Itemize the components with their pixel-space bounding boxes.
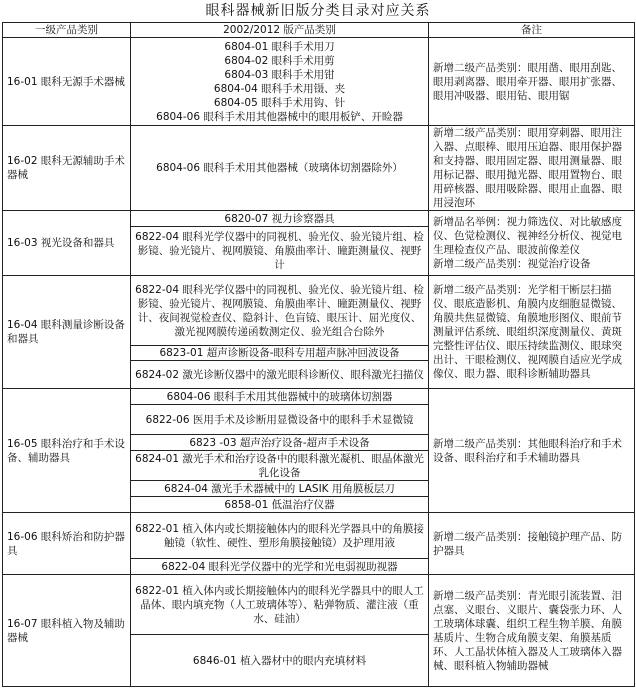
note-part: 新增品名举例：视力筛选仪、对比敏感度仪、色觉检测仪、视神经分析仪、视觉电生理检查仪产品、眼波前像差仪 [433, 216, 622, 256]
old-category-cell: 6804-06 眼科手术用其他器械（玻璃体切割器除外） [131, 126, 429, 211]
old-category-cell: 6824-02 激光诊断仪器中的激光眼科诊断仪、眼科激光扫描仪 [131, 361, 429, 389]
category-cell: 16-04 眼科测量诊断设备和器具 [3, 276, 131, 389]
note-cell: 新增二级产品类别：光学相干断层扫描仪、眼底造影机、角膜内皮细胞显微镜、角膜共焦显微镜、角膜地形图仪、眼前节测量评估系统、眼组织深度测量仪、黄斑完整性评估仪、眼压持续监测仪、眼球突出计、干眼检测仪、视网膜自适应光学成像仪、眼力器、眼科诊断辅助器具 [429, 276, 635, 389]
old-item: 6804-05 眼科手术用钩、针 [213, 96, 346, 109]
mapping-table [2, 22, 635, 687]
old-category-cell: 6846-01 植入器材中的眼内充填材料 [131, 635, 429, 687]
table-row [3, 211, 635, 227]
old-item: 6804-01 眼科手术用刀 [224, 40, 335, 53]
header-category: 一级产品类别 [3, 23, 131, 38]
note-cell: 新增二级产品类别：眼用凿、眼用刮匙、眼用剥离器、眼用牵开器、眼用扩张器、眼用冲吸器、眼用钻、眼用锯 [429, 38, 635, 126]
category-cell: 16-02 眼科无源辅助手术器械 [3, 126, 131, 211]
table-row [3, 38, 635, 126]
note-part: 新增二级产品类别：视觉治疗设备 [433, 258, 591, 270]
table-row [3, 575, 635, 635]
old-category-cell: 6822-04 眼科光学仪器中的同视机、验光仪、验光镜片组、检影镜、验光镜片、视网膜镜、角膜曲率计、瞳距测量仪、视野计 [131, 227, 429, 276]
old-category-cell: 6823-01 超声诊断设备-眼科专用超声脉冲回波设备 [131, 346, 429, 361]
old-category-cell: 6858-01 低温治疗仪器 [131, 497, 429, 513]
category-cell: 16-07 眼科植入物及辅助器械 [3, 575, 131, 687]
old-item: 6804-04 眼科手术用镊、夹 [213, 82, 346, 95]
old-category-cell [131, 38, 429, 126]
category-cell: 16-06 眼科矫治和防护器具 [3, 513, 131, 575]
old-item: 6804-02 眼科手术用剪 [224, 54, 335, 67]
note-cell: 新增二级产品类别：眼用穿刺器、眼用注入器、点眼棒、眼用压迫器、眼用保护器和支持器、眼用固定器、眼用测量器、眼用标记器、眼用抛光器、眼用置物台、眼用碎核器、眼用吸除器、眼用止血器、眼用浸泡环 [429, 126, 635, 211]
old-category-cell: 6820-07 视力诊察器具 [131, 211, 429, 227]
note-cell [429, 211, 635, 276]
table-row [3, 126, 635, 211]
old-category-cell: 6822-06 医用手术及诊断用显微设备中的眼科手术显微镜 [131, 405, 429, 435]
table-row [3, 276, 635, 346]
old-category-cell: 6823 -03 超声治疗设备-超声手术设备 [131, 435, 429, 451]
note-cell: 新增二级产品类别：接触镜护理产品、防护器具 [429, 513, 635, 575]
old-item: 6804-03 眼科手术用钳 [224, 68, 335, 81]
table-row [3, 513, 635, 559]
old-category-cell: 6822-01 植入体内或长期接触体内的眼科光学器具中的角膜接触镜（软性、硬性、塑形角膜接触镜）及护理用液 [131, 513, 429, 559]
table-row [3, 389, 635, 405]
note-cell: 新增二级产品类别：青光眼引流装置、泪点塞、义眼台、义眼片、囊袋张力环、人工玻璃体球囊、组织工程生物羊膜、角膜基质片、生物合成角膜支架、角膜基质环、人工晶状体植入器及人工玻璃体入器械、眼科植入物辅助器械 [429, 575, 635, 687]
old-category-cell: 6822-04 眼科光学仪器中的光学和光电弱视助视器 [131, 559, 429, 575]
category-cell: 16-03 视光设备和器具 [3, 211, 131, 276]
header-note: 备注 [429, 23, 635, 38]
old-category-cell: 6824-04 激光手术器械中的 LASIK 用角膜板层刀 [131, 481, 429, 497]
note-cell: 新增二级产品类别：其他眼科治疗和手术设备、眼科治疗和手术辅助器具 [429, 389, 635, 513]
old-category-cell: 6824-01 激光手术和治疗设备中的眼科激光凝机、眼晶体激光乳化设备 [131, 451, 429, 481]
old-category-cell: 6822-01 植入体内或长期接触体内的眼科光学器具中的眼人工晶体、眼内填充物（人工玻璃体等）、粘弹物质、灌注液（重水、硅油） [131, 575, 429, 635]
header-old-category: 2002/2012 版产品类别 [131, 23, 429, 38]
old-category-cell: 6822-04 眼科光学仪器中的同视机、验光仪、验光镜片组、检影镜、验光镜片、视网膜镜、角膜曲率计、瞳距测量仪、视野计、夜间视觉检查仪、隐斜计、色盲镜、眼压计、屈光度仪、激光视网膜传递函数测定仪、验光组合台除外 [131, 276, 429, 346]
category-cell: 16-01 眼科无源手术器械 [3, 38, 131, 126]
header-row [3, 23, 635, 38]
old-item: 6804-06 眼科手术用其他器械中的眼用板铲、开睑器 [156, 110, 403, 123]
category-cell: 16-05 眼科治疗和手术设备、辅助器具 [3, 389, 131, 513]
old-category-cell: 6804-06 眼科手术用其他器械中的玻璃体切割器 [131, 389, 429, 405]
page-title: 眼科器械新旧版分类目录对应关系 [205, 3, 431, 19]
